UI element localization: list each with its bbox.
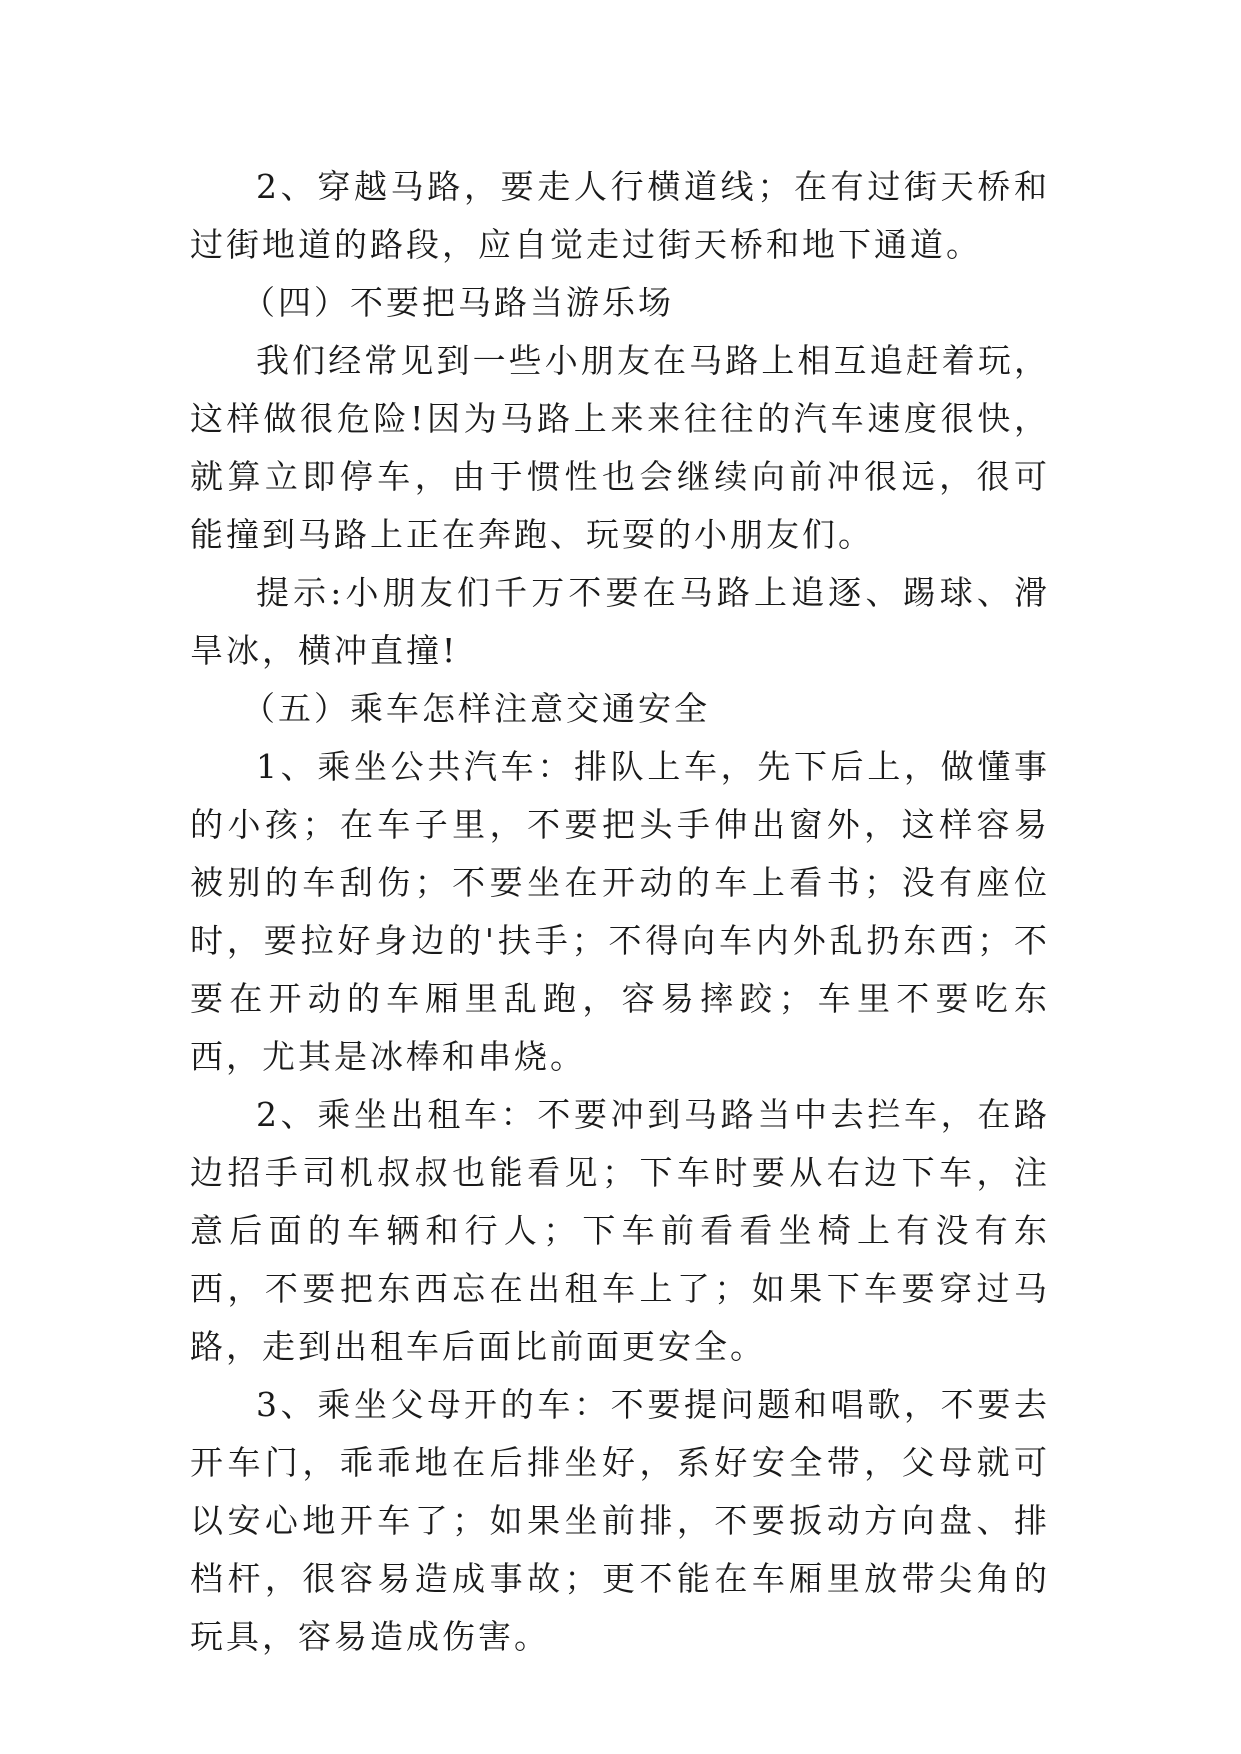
paragraph-playing-on-road: 我们经常见到一些小朋友在马路上相互追赶着玩，这样做很危险!因为马路上来来往往的汽车速度很快，就算立即停车，由于惯性也会继续向前冲很远，很可能撞到马路上正在奔跑、玩耍的小朋友们。 — [190, 341, 1050, 554]
paragraph-parents-car: 3、乘坐父母开的车：不要提问题和唱歌，不要去开车门，乖乖地在后排坐好，系好安全带，父母就可以安心地开车了；如果坐前排，不要扳动方向盘、排档杆，很容易造成事故；更不能在车厢里放带尖角的玩具，容易造成伤害。 — [190, 1385, 1050, 1656]
section-heading-four: （四）不要把马路当游乐场 — [242, 283, 674, 322]
paragraph-tip: 提示:小朋友们千万不要在马路上追逐、踢球、滑旱冰，横冲直撞! — [190, 573, 1050, 670]
paragraph-public-bus: 1、乘坐公共汽车：排队上车，先下后上，做懂事的小孩；在车子里，不要把头手伸出窗外，这样容易被别的车刮伤；不要坐在开动的车上看书；没有座位时，要拉好身边的'扶手；不得向车内外乱扔东西；不要在开动的车厢里乱跑，容易摔跤；车里不要吃东西，尤其是冰棒和串烧。 — [190, 747, 1050, 1076]
document-body — [190, 158, 1050, 1666]
paragraph-taxi: 2、乘坐出租车：不要冲到马路当中去拦车，在路边招手司机叔叔也能看见；下车时要从右边下车，注意后面的车辆和行人；下车前看看坐椅上有没有东西，不要把东西忘在出租车上了；如果下车要穿过马路，走到出租车后面比前面更安全。 — [190, 1095, 1050, 1366]
section-heading-five: （五）乘车怎样注意交通安全 — [242, 689, 710, 728]
paragraph-crossing-road: 2、穿越马路，要走人行横道线；在有过街天桥和过街地道的路段，应自觉走过街天桥和地下通道。 — [190, 167, 1050, 264]
